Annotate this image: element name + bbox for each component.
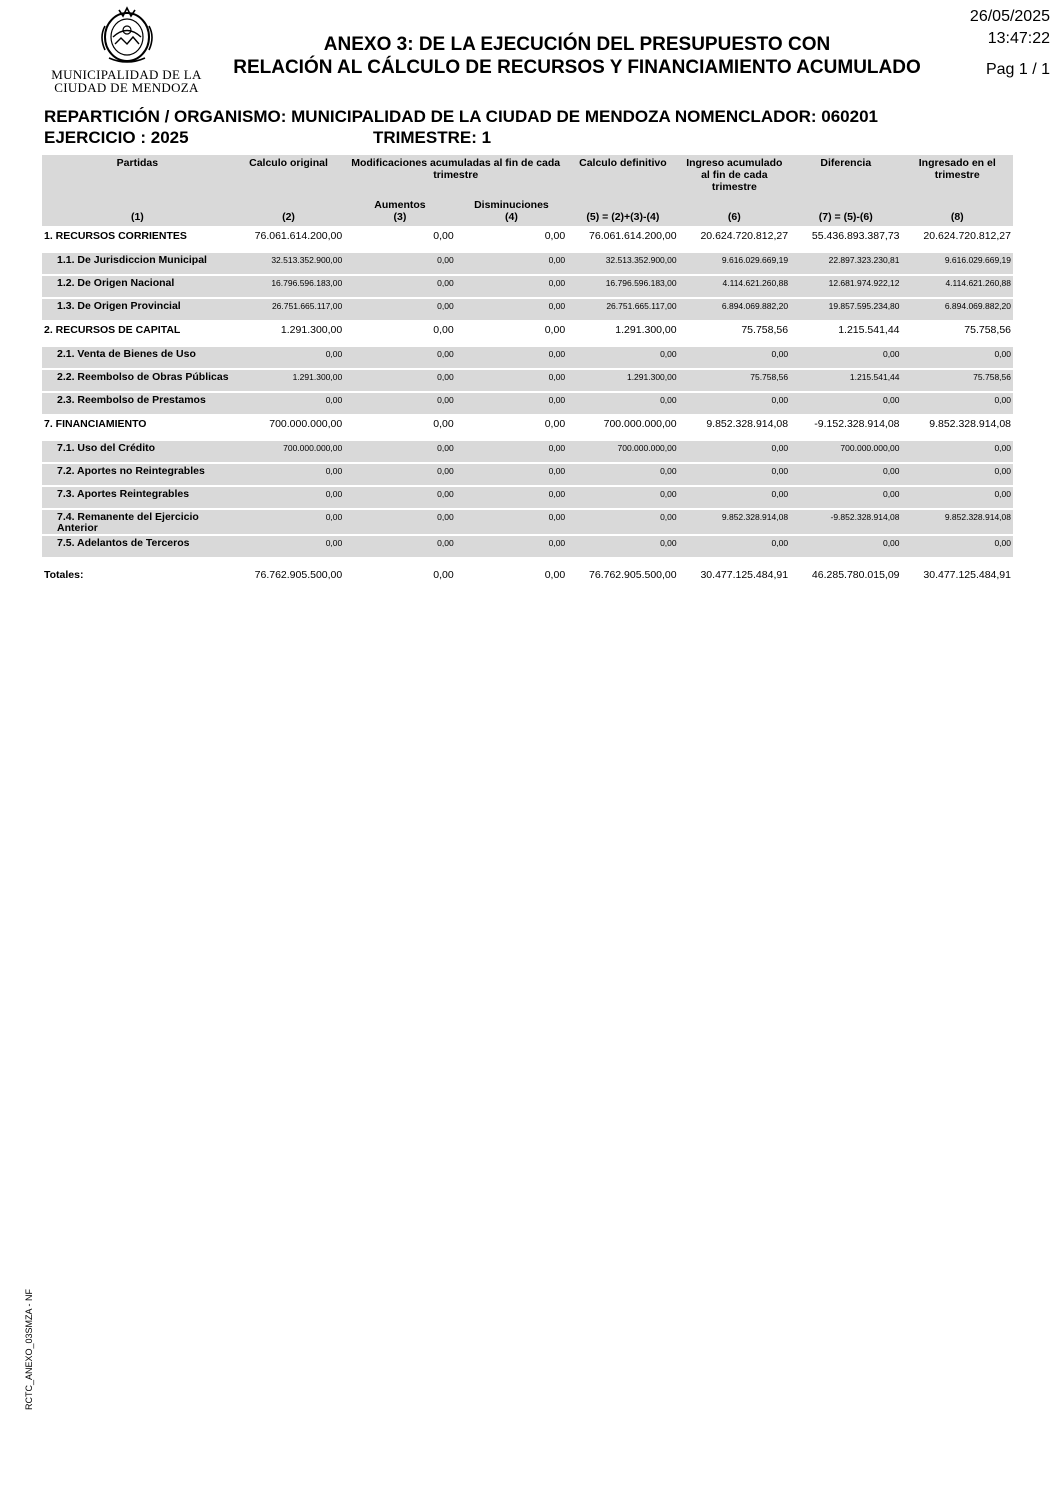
row-value: 0,00 xyxy=(902,346,1013,369)
row-value: 4.114.621.260,88 xyxy=(679,275,790,298)
table-row xyxy=(42,414,1013,440)
row-value: 26.751.665.117,00 xyxy=(233,298,344,320)
row-value: 0,00 xyxy=(456,440,567,463)
row-value: 0,00 xyxy=(456,535,567,557)
totals-label: Totales: xyxy=(44,569,84,581)
table-subrow xyxy=(42,346,1013,369)
row-value: 32.513.352.900,00 xyxy=(567,252,678,275)
totals-value: 30.477.125.484,91 xyxy=(700,569,789,581)
row-value: 9.852.328.914,08 xyxy=(679,509,790,535)
row-value: 0,00 xyxy=(567,509,678,535)
row-label: 2.1. Venta de Bienes de Uso xyxy=(42,346,233,369)
header-n1: (1) xyxy=(42,195,233,226)
row-value: 0,00 xyxy=(344,369,455,392)
row-value: 0,00 xyxy=(344,252,455,275)
row-label: 7.4. Remanente del Ejercicio Anterior xyxy=(42,509,233,535)
row-label: 1. RECURSOS CORRIENTES xyxy=(44,230,187,242)
report-info xyxy=(44,106,878,148)
totals-value: 76.762.905.500,00 xyxy=(254,569,343,581)
row-label: 7.5. Adelantos de Terceros xyxy=(42,535,233,557)
row-label: 7. FINANCIAMIENTO xyxy=(44,418,147,430)
totals-value: 46.285.780.015,09 xyxy=(811,569,900,581)
header-numbers-row xyxy=(42,195,1013,226)
row-value: 0,00 xyxy=(456,463,567,486)
row-value: 76.061.614.200,00 xyxy=(254,230,343,242)
header-n6: (6) xyxy=(679,195,790,226)
row-value: 700.000.000,00 xyxy=(790,440,901,463)
row-label: 7.1. Uso del Crédito xyxy=(42,440,233,463)
row-value: 0,00 xyxy=(456,298,567,320)
row-value: -9.152.328.914,08 xyxy=(814,418,900,430)
table-row xyxy=(42,226,1013,252)
row-value: 0,00 xyxy=(679,463,790,486)
row-value: 0,00 xyxy=(902,463,1013,486)
row-value: 0,00 xyxy=(233,509,344,535)
budget-table xyxy=(42,155,1013,583)
report-meta xyxy=(970,6,1050,81)
header-n7: (7) = (5)-(6) xyxy=(790,195,901,226)
row-value: 12.681.974.922,12 xyxy=(790,275,901,298)
row-value: 9.616.029.669,19 xyxy=(902,252,1013,275)
header-aumentos xyxy=(344,195,455,226)
row-value: 0,00 xyxy=(456,509,567,535)
row-value: 16.796.596.183,00 xyxy=(233,275,344,298)
table-subrow xyxy=(42,275,1013,298)
row-value: 0,00 xyxy=(544,418,566,430)
row-value: 0,00 xyxy=(433,324,454,336)
row-value: 0,00 xyxy=(790,535,901,557)
row-value: 0,00 xyxy=(456,252,567,275)
row-value: 0,00 xyxy=(902,535,1013,557)
row-value: 0,00 xyxy=(679,392,790,414)
trimestre: TRIMESTRE: 1 xyxy=(373,128,492,147)
row-value: 0,00 xyxy=(456,369,567,392)
row-value: 0,00 xyxy=(679,440,790,463)
row-label: 2.3. Reembolso de Prestamos xyxy=(42,392,233,414)
table-subrow xyxy=(42,486,1013,509)
row-value: 20.624.720.812,27 xyxy=(923,230,1011,242)
row-value: 9.852.328.914,08 xyxy=(929,418,1011,430)
row-value: 1.291.300,00 xyxy=(280,324,343,336)
row-label: 7.3. Aportes Reintegrables xyxy=(42,486,233,509)
row-value: 700.000.000,00 xyxy=(603,418,677,430)
logo-line-1: MUNICIPALIDAD DE LA xyxy=(51,67,202,82)
row-value: 0,00 xyxy=(433,230,454,242)
row-value: 0,00 xyxy=(679,486,790,509)
row-value: 6.894.069.882,20 xyxy=(679,298,790,320)
row-value: 0,00 xyxy=(902,486,1013,509)
row-value: 0,00 xyxy=(433,418,454,430)
report-date: 26/05/2025 xyxy=(969,8,1050,25)
row-value: 0,00 xyxy=(544,230,566,242)
row-value: 32.513.352.900,00 xyxy=(233,252,344,275)
row-value: 0,00 xyxy=(567,463,678,486)
table-subrow xyxy=(42,440,1013,463)
header-disminuciones xyxy=(456,195,567,226)
row-value: 0,00 xyxy=(456,346,567,369)
totals-row xyxy=(42,557,1013,583)
row-value: 0,00 xyxy=(233,463,344,486)
row-value: 0,00 xyxy=(790,463,901,486)
header-diferencia: Diferencia xyxy=(790,155,901,195)
row-value: 22.897.323.230,81 xyxy=(790,252,901,275)
table-subrow xyxy=(42,509,1013,535)
row-value: 0,00 xyxy=(344,535,455,557)
row-value: 0,00 xyxy=(233,486,344,509)
row-value: 0,00 xyxy=(679,346,790,369)
row-value: 0,00 xyxy=(344,275,455,298)
row-value: 0,00 xyxy=(790,392,901,414)
row-value: 4.114.621.260,88 xyxy=(902,275,1013,298)
row-value: 0,00 xyxy=(233,535,344,557)
table-subrow xyxy=(42,392,1013,414)
header-disminuciones-label: Disminuciones xyxy=(474,199,549,211)
row-value: 700.000.000,00 xyxy=(233,440,344,463)
row-value: 0,00 xyxy=(456,486,567,509)
row-value: 26.751.665.117,00 xyxy=(567,298,678,320)
row-value: 0,00 xyxy=(456,275,567,298)
row-value: 0,00 xyxy=(902,440,1013,463)
header-calculo-definitivo: Calculo definitivo xyxy=(567,155,678,195)
row-value: 0,00 xyxy=(902,392,1013,414)
header-n5: (5) = (2)+(3)-(4) xyxy=(567,195,678,226)
row-value: 0,00 xyxy=(567,346,678,369)
row-label: 7.2. Aportes no Reintegrables xyxy=(42,463,233,486)
report-title xyxy=(214,33,940,79)
report-title-line-2: RELACIÓN AL CÁLCULO DE RECURSOS Y FINANCIAMIENTO ACUMULADO xyxy=(233,57,921,78)
row-value: 0,00 xyxy=(344,486,455,509)
row-value: 75.758,56 xyxy=(964,324,1011,336)
row-value: 0,00 xyxy=(567,392,678,414)
row-value: 0,00 xyxy=(790,486,901,509)
row-value: 0,00 xyxy=(233,346,344,369)
row-value: 75.758,56 xyxy=(902,369,1013,392)
header-n3: (3) xyxy=(393,211,407,223)
row-value: 0,00 xyxy=(344,509,455,535)
row-label: 1.2. De Origen Nacional xyxy=(42,275,233,298)
row-value: 0,00 xyxy=(544,324,566,336)
row-value: 1.215.541,44 xyxy=(838,324,900,336)
header-n2: (2) xyxy=(233,195,344,226)
row-value: 0,00 xyxy=(790,346,901,369)
row-value: 0,00 xyxy=(344,392,455,414)
row-value: 1.291.300,00 xyxy=(615,324,677,336)
header-row xyxy=(42,155,1013,195)
row-value: 0,00 xyxy=(233,392,344,414)
row-value: 700.000.000,00 xyxy=(567,440,678,463)
row-value: 0,00 xyxy=(456,392,567,414)
row-label: 2. RECURSOS DE CAPITAL xyxy=(44,324,181,336)
row-value: 1.215.541,44 xyxy=(790,369,901,392)
table-subrow xyxy=(42,252,1013,275)
logo-line-2: CIUDAD DE MENDOZA xyxy=(54,80,199,95)
table-row xyxy=(42,320,1013,346)
row-value: 0,00 xyxy=(679,535,790,557)
reparticion-line: REPARTICIÓN / ORGANISMO: MUNICIPALIDAD DE LA CIUDAD DE MENDOZA NOMENCLADOR: 060201 xyxy=(44,107,878,126)
page-number: Pag 1 / 1 xyxy=(985,61,1050,78)
row-value: 700.000.000,00 xyxy=(269,418,343,430)
row-value: 0,00 xyxy=(567,486,678,509)
row-value: 9.852.328.914,08 xyxy=(706,418,789,430)
row-value: 19.857.595.234,80 xyxy=(790,298,901,320)
row-value: 6.894.069.882,20 xyxy=(902,298,1013,320)
row-value: 0,00 xyxy=(567,535,678,557)
row-value: 20.624.720.812,27 xyxy=(700,230,789,242)
row-value: 0,00 xyxy=(344,346,455,369)
row-value: 75.758,56 xyxy=(679,369,790,392)
row-value: 16.796.596.183,00 xyxy=(567,275,678,298)
report-time: 13:47:22 xyxy=(987,30,1050,47)
municipal-logo xyxy=(44,4,209,98)
footer-code: RCTC_ANEXO_03SMZA - NF xyxy=(24,1288,34,1410)
header-n8: (8) xyxy=(902,195,1013,226)
row-value: 1.291.300,00 xyxy=(233,369,344,392)
row-label: 1.1. De Jurisdiccion Municipal xyxy=(42,252,233,275)
row-label: 2.2. Reembolso de Obras Públicas xyxy=(42,369,233,392)
row-value: 1.291.300,00 xyxy=(567,369,678,392)
header-partidas: Partidas xyxy=(42,155,233,195)
table-subrow xyxy=(42,369,1013,392)
row-value: 0,00 xyxy=(344,463,455,486)
header-ingresado-trimestre: Ingresado en el trimestre xyxy=(902,155,1013,195)
header-calculo-original: Calculo original xyxy=(233,155,344,195)
row-value: 0,00 xyxy=(344,298,455,320)
report-title-line-1: ANEXO 3: DE LA EJECUCIÓN DEL PRESUPUESTO CON xyxy=(323,34,831,55)
row-label: 1.3. De Origen Provincial xyxy=(42,298,233,320)
table-subrow xyxy=(42,298,1013,320)
totals-value: 30.477.125.484,91 xyxy=(923,569,1011,581)
table-subrow xyxy=(42,463,1013,486)
header-n4: (4) xyxy=(505,211,518,223)
row-value: 0,00 xyxy=(344,440,455,463)
row-value: 55.436.893.387,73 xyxy=(811,230,900,242)
totals-value: 0,00 xyxy=(544,569,566,581)
row-value: 76.061.614.200,00 xyxy=(589,230,677,242)
ejercicio: EJERCICIO : 2025 xyxy=(44,128,189,147)
header-aumentos-label: Aumentos xyxy=(374,199,426,211)
totals-value: 0,00 xyxy=(433,569,454,581)
header-ingreso-acumulado: Ingreso acumulado al fin de cada trimestre xyxy=(679,155,790,195)
header-modificaciones: Modificaciones acumuladas al fin de cada trimestre xyxy=(344,155,567,195)
totals-value: 76.762.905.500,00 xyxy=(589,569,677,581)
row-value: 75.758,56 xyxy=(741,324,789,336)
coat-of-arms-icon xyxy=(95,4,159,66)
row-value: 9.616.029.669,19 xyxy=(679,252,790,275)
row-value: -9.852.328.914,08 xyxy=(790,509,901,535)
table-subrow xyxy=(42,535,1013,557)
row-value: 9.852.328.914,08 xyxy=(902,509,1013,535)
